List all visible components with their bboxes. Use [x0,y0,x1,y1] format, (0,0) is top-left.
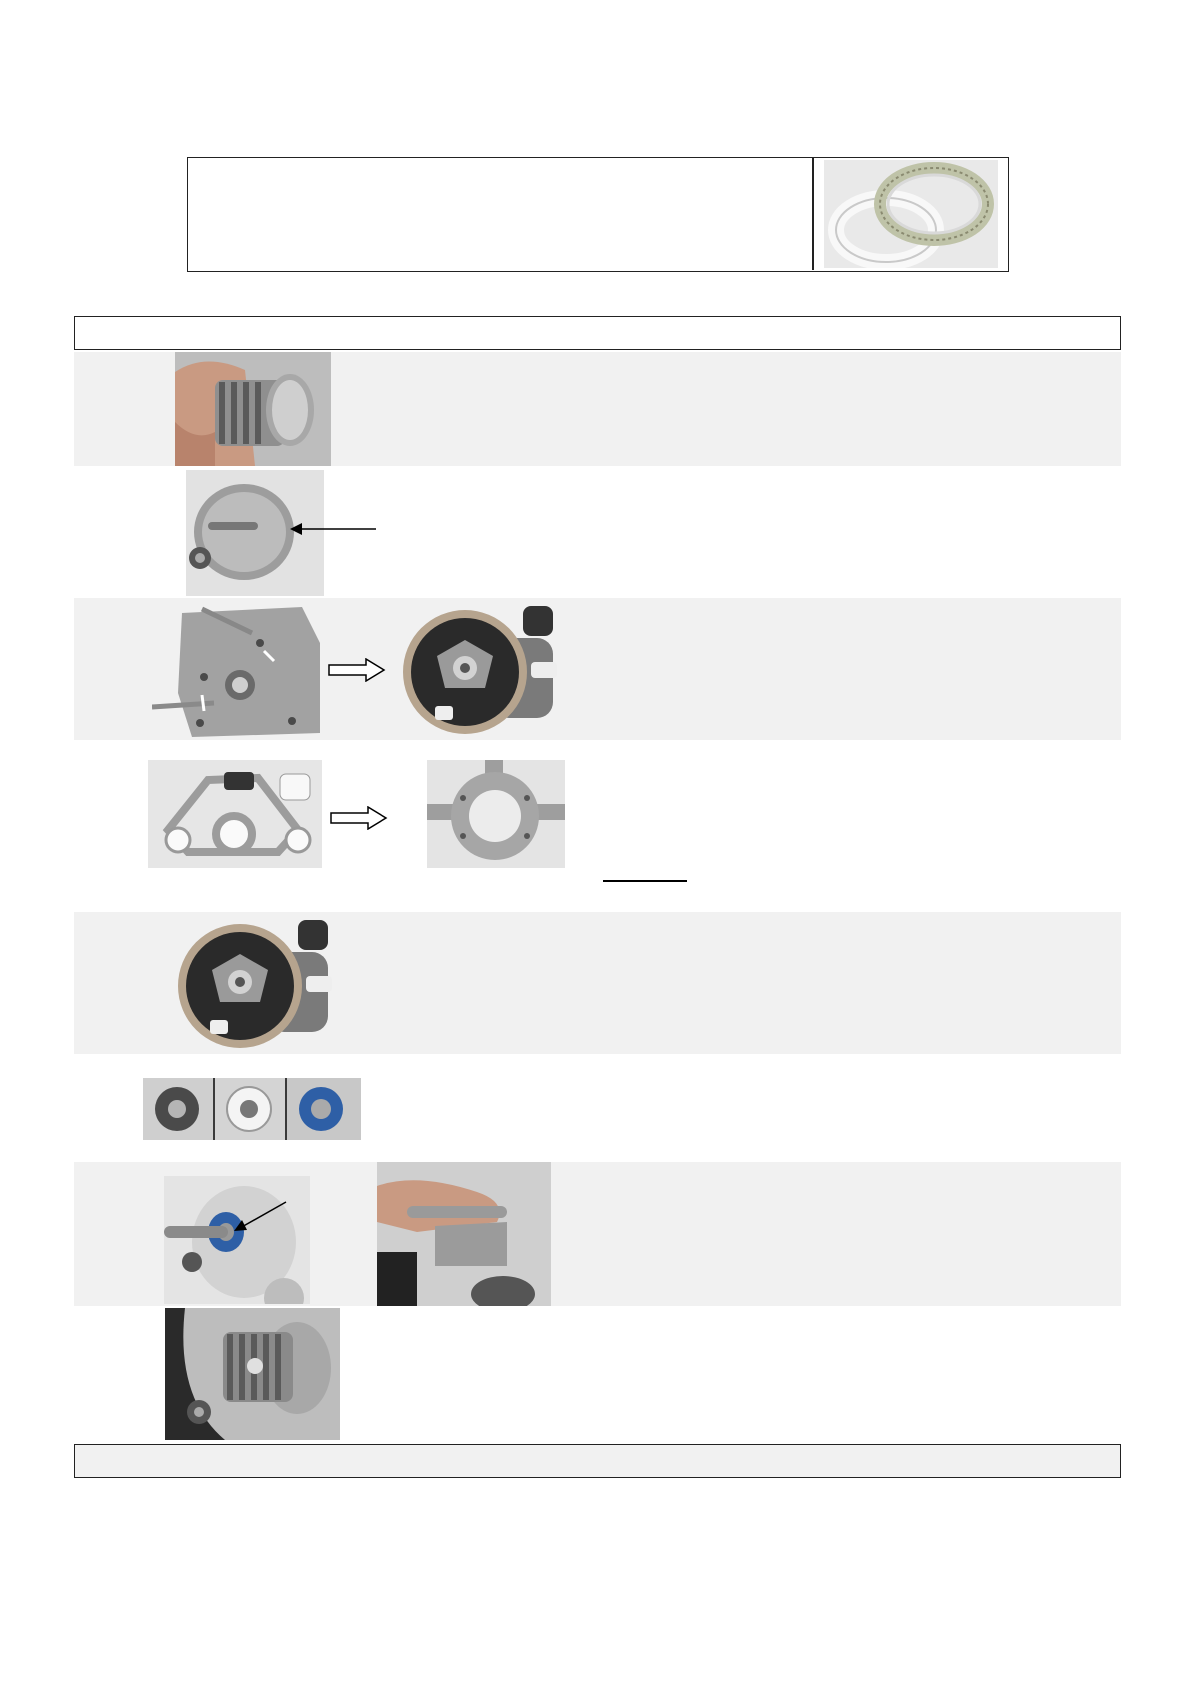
header-text [198,168,798,258]
pointer-arrow-icon-2 [232,1200,288,1234]
gear-mounted-photo [165,1308,340,1440]
housing-open-photo [393,598,565,740]
section-header-box [74,316,1121,350]
bearing-rings-photo [824,160,998,268]
housing-screws-photo [152,603,322,737]
step-6-text [374,1064,1094,1150]
right-hollow-arrow-icon-2 [330,806,388,830]
housing-assembled-photo [168,912,340,1054]
pointer-arrow-icon [288,522,378,536]
step-4-text [574,750,1094,900]
shaft-in-hand-photo [377,1162,551,1306]
step-1-text [354,360,1094,456]
gear-in-hand-photo [175,352,331,466]
header-box [187,157,1009,272]
bearing-ring-bracket-photo [427,760,565,868]
right-hollow-arrow-icon [328,658,386,682]
step-5-text [354,920,1094,1044]
footer-box [74,1444,1121,1478]
step-8-text [374,1316,1094,1432]
step-2-text [394,476,1094,586]
bracket-assembly-photo [148,760,322,868]
shaft-stages-photo [143,1078,361,1140]
step-3-text [574,606,1094,730]
underline-mark [603,880,687,882]
blue-seal-photo [164,1176,310,1304]
step-7-text [574,1170,1094,1296]
header-divider [812,158,814,270]
